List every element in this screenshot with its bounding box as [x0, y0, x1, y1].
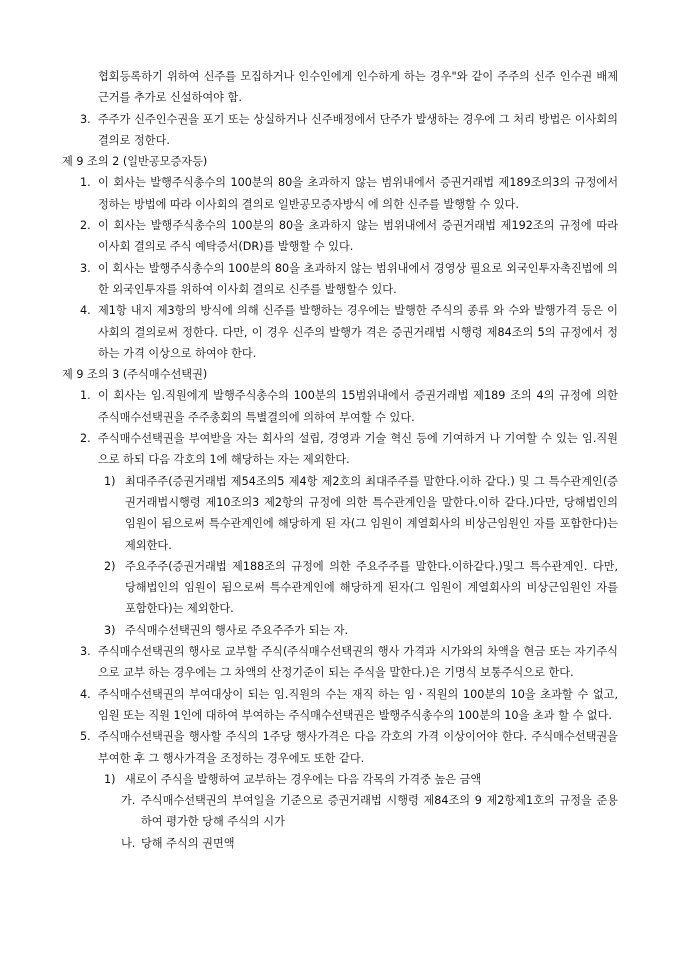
item-number: 2): [104, 559, 116, 573]
item-number: 3.: [80, 261, 91, 275]
item-number: 가.: [121, 794, 136, 808]
item-text: 주식매수선택권을 부여받을 자는 회사의 설립, 경영과 기술 혁신 등에 기여하거 나 기여할 수 있는 임.직원으로 하되 다음 각호의 1에 해당하는 자는 제외한다.: [98, 432, 618, 467]
list-item: [0, 109, 680, 152]
article-title: 제 9 조의 2 (일반공모증자등): [62, 155, 208, 169]
sub-list-item: [0, 471, 680, 556]
item-number: 3.: [80, 645, 91, 659]
item-number: 2.: [80, 432, 91, 446]
item-text: 주주가 신주인수권을 포기 또는 상실하거나 신주배정에서 단주가 발생하는 경우에 그 처리 방법은 이사회의 결의로 정한다.: [98, 112, 618, 147]
item-text: 주요주주(증권거래법 제188조의 규정에 의한 주요주주를 말한다.이하같다.)및그 특수관계인. 다만, 당해법인의 임원이 됨으로써 특수관계인에 해당하게 된자(그 임원이 계열회사의 비상근임원인 자를 포함한다)는 제외한다.: [125, 559, 618, 616]
item-number: 1.: [80, 176, 91, 190]
item-text: 주식매수선택권을 행사할 주식의 1주당 행사가격은 다음 각호의 가격 이상이어야 한다. 주식매수선택권을 부여한 후 그 행사가격을 조정하는 경우에도 또한 같다.: [98, 730, 618, 765]
paragraph-text: 협회등록하기 위하여 신주를 모집하거나 인수인에게 인수하게 하는 경우"와 같이 주주의 신주 인수권 배제근거를 추가로 신설하여야 함.: [98, 70, 618, 105]
list-item: [0, 300, 680, 364]
item-text: 이 회사는 발행주식총수의 100분의 80을 초과하지 않는 범위내에서 경영상 필요로 외국인투자촉진법에 의한 외국인투자를 위하여 이사회 결의로 신주를 발행할수 있다.: [98, 261, 618, 296]
item-number: 4.: [80, 687, 91, 701]
item-text: 이 회사는 발행주식총수의 100분의 80을 초과하지 않는 범위내에서 증권거래법 제189조의3의 규정에서 정하는 방법에 따라 이사회의 결의로 일반공모증자방식 에 의한 신주를 발행할 수 있다.: [98, 176, 618, 211]
item-text: 최대주주(증권거래법 제54조의5 제4항 제2호의 최대주주를 말한다.이하 같다.) 및 그 특수관계인(증권거래법시행령 제10조의3 제2항의 규정에 의한 특수관계인을 말한다.이하 같다.)다만, 당해법인의 임원이 됨으로써 특수관계인에 해당하게 된 자(그 임원이 계열회사의 비상근임원인 자를 포함한다)는 제외한다.: [125, 474, 618, 552]
item-text: 주식매수선택권의 부여대상이 되는 임.직원의 수는 재직 하는 임ㆍ직원의 100분의 10을 초과할 수 없고, 임원 또는 직원 1인에 대하여 부여하는 주식매수선택권은 발행주식총수의 100분의 10을 초과 할 수 없다.: [98, 687, 618, 722]
item-text: 주식매수선택권의 행사로 주요주주가 되는 자.: [125, 623, 349, 637]
continuation-paragraph: [0, 66, 680, 109]
article-heading: [0, 151, 680, 172]
sub-list-item: [0, 556, 680, 620]
sub-list-item: [0, 620, 680, 641]
item-number: 1.: [80, 389, 91, 403]
item-text: 당해 주식의 권면액: [141, 836, 235, 850]
item-text: 새로이 주식을 발행하여 교부하는 경우에는 다음 각목의 가격중 높은 금액: [125, 772, 482, 786]
item-text: 주식매수선택권의 부여일을 기준으로 증권거래법 시행령 제84조의 9 제2항제1호의 규정을 준용하여 평가한 당해 주식의 시가: [141, 794, 618, 829]
list-item: [0, 684, 680, 727]
item-number: 나.: [121, 836, 136, 850]
item-number: 3): [104, 623, 116, 637]
list-item: [0, 215, 680, 258]
item-text: 제1항 내지 제3항의 방식에 의해 신주를 발행하는 경우에는 발행한 주식의 종류 와 수와 발행가격 등은 이사회의 결의로써 정한다. 다만, 이 경우 신주의 발행가 격은 증권거래법 시행령 제84조의 5의 규정에서 정하는 가격 이상으로 하여야 한다.: [98, 304, 618, 360]
item-number: 1): [104, 772, 116, 786]
item-number: 5.: [80, 730, 91, 744]
item-text: 주식매수선택권의 행사로 교부할 주식(주식매수선택권의 행사 가격과 시가와의 차액을 현금 또는 자기주식으로 교부 하는 경우에는 그 차액의 산정기준이 되는 주식을 말한다.)은 기명식 보통주식으로 한다.: [98, 645, 618, 680]
list-item: [0, 172, 680, 215]
item-text: 이 회사는 임.직원에게 발행주식총수의 100분의 15범위내에서 증권거래법 제189 조의 4의 규정에 의한 주식매수선택권을 주주총회의 특별결의에 의하여 부여할 수 있다.: [98, 389, 618, 424]
item-number: 4.: [80, 304, 91, 318]
list-item: [0, 726, 680, 769]
item-number: 2.: [80, 219, 91, 233]
list-item: [0, 258, 680, 301]
sub-list-item: [0, 769, 680, 790]
document-body: [0, 66, 680, 854]
article-title: 제 9 조의 3 (주식매수선택권): [62, 368, 208, 382]
list-item: [0, 385, 680, 428]
article-heading: [0, 364, 680, 385]
item-number: 1): [104, 474, 116, 488]
item-number: 3.: [80, 112, 91, 126]
list-item: [0, 428, 680, 471]
sub-sub-list-item: [0, 790, 680, 833]
item-text: 이 회사는 발행주식총수의 100분의 80을 초과하지 않는 범위내에서 증권거래법 제192조의 규정에 따라 이사회 결의로 주식 예탁증서(DR)를 발행할 수 있다.: [98, 219, 618, 254]
list-item: [0, 641, 680, 684]
sub-sub-list-item: [0, 833, 680, 854]
